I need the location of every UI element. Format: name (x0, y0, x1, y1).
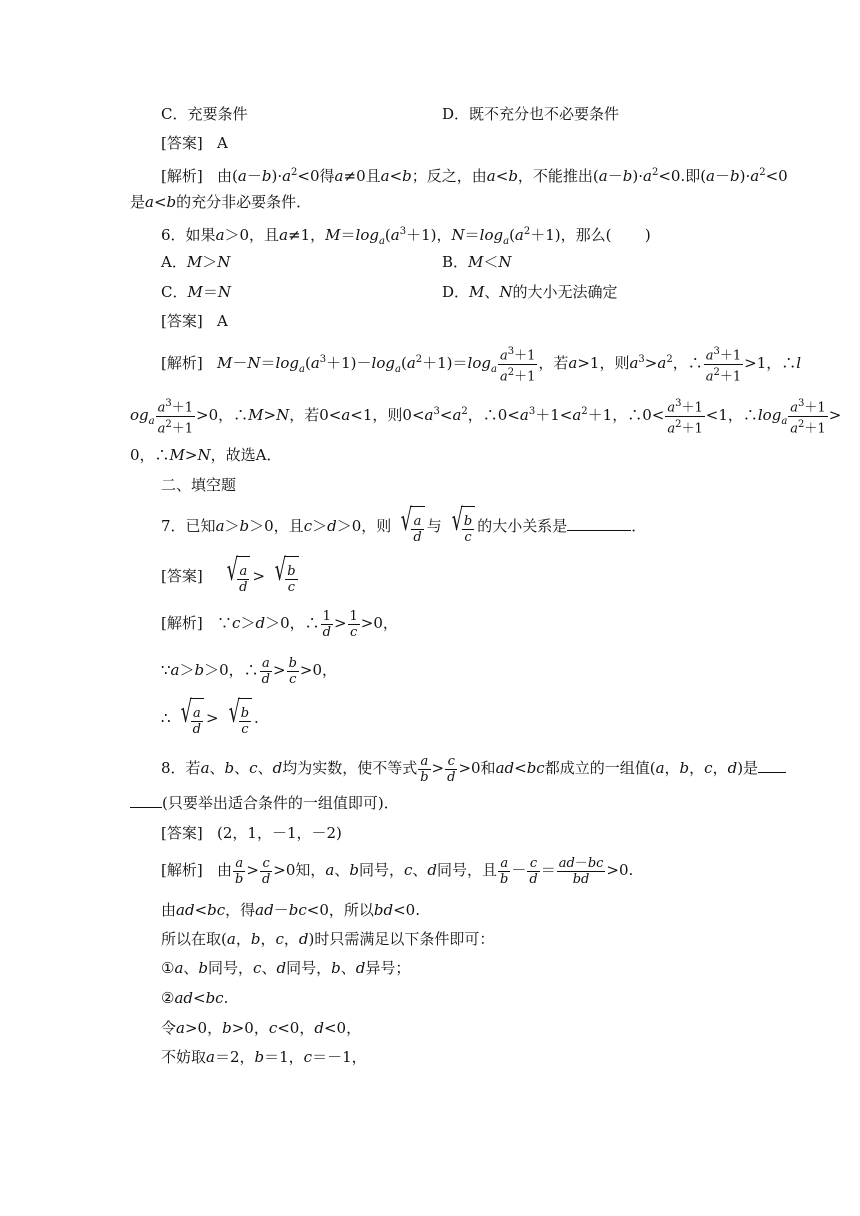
analysis-label: [解析] (161, 354, 203, 372)
fraction: $\frac{a}{b}$ (235, 855, 244, 887)
q7-analysis-line3: ∴ √ $\frac{a}{d}$ > √ $\frac{b}{c}$ . (161, 698, 259, 740)
sqrt-expression: √ $\frac{b}{c}$ (221, 698, 252, 740)
analysis-label: [解析] (161, 614, 203, 632)
answer-value: (2，1，－1，－2) (217, 824, 342, 842)
answer-label: [答案] (161, 134, 203, 152)
q7-stem: 7．已知a＞b＞0，且c＞d＞0，则 √ $\frac{a}{d}$ 与 √ $\frac{b}{c}$ 的大小关系是 ． (161, 506, 646, 548)
fraction: $\frac{a^3+1}{a^2+1}$ (790, 398, 826, 436)
sqrt-expression: √ $\frac{b}{c}$ (267, 556, 298, 598)
q6-option-b: B．M＜N (442, 253, 512, 271)
q6-analysis-line1: [解析] $M-N=\log_a(a^3+1)-\log_a(a^2+1)=\log_a$ $\frac{a^3+1}{a^2+1}$ ，若a>1，则$a^3>a^2$，∴ $\frac{a^3+1}{a^2+1}$ >1，∴l (161, 346, 802, 384)
answer-value: A (217, 312, 228, 330)
q5-option-d: D．既不充分也不必要条件 (442, 105, 620, 123)
fraction: $\frac{c}{d}$ (261, 855, 271, 887)
answer-value: A (217, 134, 228, 152)
analysis-label: [解析] (161, 861, 203, 879)
q8-stem-line1: 8．若a、b、c、d均为实数，使不等式 $\frac{a}{b}$ > $\frac{c}{d}$ >0和ad<bc都成立的一组值(a，b，c，d)是 (161, 750, 786, 786)
sqrt-expression: √ $\frac{a}{d}$ (173, 698, 204, 740)
q5-answer (161, 133, 228, 153)
q6-option-c: C．M＝N (161, 283, 231, 301)
q8-analysis-line2: 由ad<bc，得ad－bc<0，所以bd<0. (161, 901, 420, 919)
q8-stem-line2: (只要举出适合条件的一组值即可)． (130, 793, 399, 813)
q5-analysis-line1: [解析] 由$(a-b)\cdot a^2<0$得a≠0且a<b；反之，由a<b，不能推出$(a-b)\cdot a^2<0$.即$(a-b)\cdot a^2<0$ (161, 167, 788, 185)
q6-option-d: D．M、N的大小无法确定 (442, 283, 618, 301)
fraction: $\frac{a^3+1}{a^2+1}$ (157, 398, 194, 436)
q6-stem: 6．如果a＞0，且a≠1，$M=\log_a(a^3+1)$，$N=\log_a(a^2+1)$，那么( ) (161, 226, 651, 247)
sqrt-expression: √ $\frac{a}{d}$ (393, 506, 424, 548)
analysis-label: [解析] (161, 167, 203, 185)
q8-analysis-line3: 所以在取(a，b，c，d)时只需满足以下条件即可： (161, 930, 495, 948)
q6-analysis-line3: 0，∴M>N，故选A． (130, 446, 282, 464)
sqrt-expression: √ $\frac{a}{d}$ (219, 556, 250, 598)
q7-answer: [答案] √ $\frac{a}{d}$ > √ $\frac{b}{c}$ (161, 556, 301, 598)
fraction: $\frac{c}{d}$ (529, 855, 538, 887)
answer-blank (130, 807, 162, 808)
q6-option-a: A．M＞N (161, 253, 231, 271)
answer-label: [答案] (161, 824, 203, 842)
fraction: $\frac{ad-bc}{bd}$ (558, 855, 604, 887)
fraction: $\frac{1}{c}$ (349, 608, 358, 640)
fraction: $\frac{a^3+1}{a^2+1}$ (667, 398, 703, 436)
answer-blank (758, 772, 786, 773)
answer-blank (567, 530, 631, 531)
q6-answer (161, 311, 228, 331)
q8-analysis-line4: 令a>0，b>0，c<0，d<0， (161, 1019, 362, 1037)
fraction: $\frac{c}{d}$ (447, 753, 456, 785)
q7-analysis-line1: [解析] ∵c＞d＞0，∴ $\frac{1}{d}$ > $\frac{1}{c}$ >0， (161, 608, 398, 640)
section-title: 二、填空题 (161, 476, 237, 494)
fraction: $\frac{b}{c}$ (288, 655, 297, 687)
fraction: $\frac{a^3+1}{a^2+1}$ (705, 346, 742, 384)
q8-condition-1: ①a、b同号，c、d同号，b、d异号； (161, 959, 411, 977)
fraction: $\frac{a}{d}$ (261, 655, 270, 687)
q5-option-c: C．充要条件 (161, 105, 248, 123)
q6-analysis-line2: $og_a$ $\frac{a^3+1}{a^2+1}$ >0，∴M>N，若0<a<1，则$0<a^3<a^2$，$\therefore 0<a^3+1<a^2+1$，∴0< $\frac{a^3+1}{a^2+1}$ <1，$\therefore\log_a$ $\frac{a^3+1}{a^2+1}$ > (130, 398, 842, 436)
fraction: $\frac{1}{d}$ (322, 608, 331, 640)
q8-answer (161, 823, 342, 843)
fraction: $\frac{a}{b}$ (500, 855, 509, 887)
fraction: $\frac{a}{b}$ (420, 753, 429, 785)
fraction: $\frac{a^3+1}{a^2+1}$ (499, 346, 536, 384)
q8-analysis-line5: 不妨取a＝2，b＝1，c＝－1， (161, 1048, 367, 1066)
sqrt-expression: √ $\frac{b}{c}$ (444, 506, 475, 548)
answer-label: [答案] (161, 567, 203, 585)
q8-condition-2: ②ad<bc. (161, 989, 229, 1007)
answer-label: [答案] (161, 312, 203, 330)
q5-analysis-line2: 是a<b的充分非必要条件． (130, 193, 312, 211)
q8-analysis-line1: [解析] 由 $\frac{a}{b}$ > $\frac{c}{d}$ >0知，a、b同号，c、d同号，且 $\frac{a}{b}$ － $\frac{c}{d}$ ＝ $\frac{ad-bc}{bd}$ >0. (161, 855, 634, 887)
q7-analysis-line2: ∵a＞b＞0，∴ $\frac{a}{d}$ > $\frac{b}{c}$ >0， (161, 655, 338, 687)
